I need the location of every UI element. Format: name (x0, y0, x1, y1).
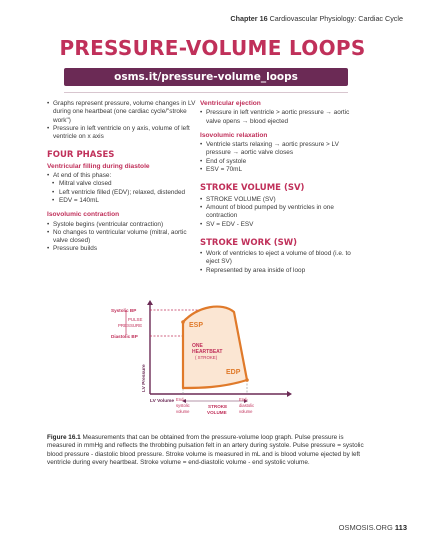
end-diastolic-label: diastolic (239, 403, 255, 408)
systolic-bp-label: Systolic BP (111, 308, 137, 313)
list-item: • Mitral valve closed (47, 180, 197, 188)
isovolumic-relaxation-heading: Isovolumic relaxation (200, 131, 268, 139)
filling-list (47, 172, 197, 180)
footer-site: OSMOSIS.ORG (338, 523, 393, 532)
stroke-volume-label: STROKE (208, 404, 228, 409)
list-item: • ESV = 70mL (200, 166, 358, 174)
caption-text: Measurements that can be obtained from the pressure-volume loop graph. Pulse pressure is measured in mmHg and reflects the throbbing pulsation felt in an artery during systole. Pulse pressure = systolic blood pressure - diastolic blood pressure. Stroke volume is measured in mL and is blood volume ejected by left ventricle during every heartbeat. Stroke volume = end-diastolic volume - end systolic volume. (47, 434, 364, 467)
list-item: • STROKE VOLUME (SV) (200, 196, 358, 204)
list-item: • Left ventricle filled (EDV); relaxed, distended (47, 189, 197, 197)
end-systolic-label: End- (176, 397, 185, 402)
stroke-volume-label: VOLUME (207, 410, 227, 415)
url-banner[interactable] (64, 68, 348, 86)
x-axis-arrow (287, 391, 292, 397)
pulse-pressure-label: PULSE (128, 317, 143, 322)
figure-caption (47, 434, 367, 468)
end-diastolic-label: volume (239, 409, 253, 414)
esp-point (181, 320, 185, 324)
end-diastolic-label: End- (239, 397, 248, 402)
pulse-pressure-label: PRESSURE (118, 323, 143, 328)
list-item: • At end of this phase: (47, 172, 197, 180)
filling-heading: Ventricular filling during diastole (47, 162, 150, 170)
diastolic-bp-label: Diastolic BP (111, 334, 138, 339)
list-item: • EDV = 140mL (47, 197, 197, 205)
list-item: • Work of ventricles to eject a volume of blood (i.e. to eject SV) (200, 250, 358, 267)
esp-label: ESP (189, 322, 204, 329)
list-item: • Graphs represent pressure, volume changes in LV during one heartbeat (one cardiac cycle/"stroke work") (47, 100, 197, 125)
divider (64, 92, 348, 93)
edp-label: EDP (226, 369, 241, 376)
one-heartbeat-label: ( STROKE) (195, 355, 218, 360)
end-systolic-label: systolic (176, 403, 190, 408)
stroke-work-list (200, 250, 358, 275)
stroke-volume-list (200, 196, 358, 229)
one-heartbeat-label: HEARTBEAT (192, 349, 223, 355)
four-phases-heading: FOUR PHASES (47, 150, 115, 161)
url-link[interactable]: osms.it/pressure-volume_loops (114, 71, 298, 83)
edp-point (245, 378, 249, 382)
list-item: • SV = EDV - ESV (200, 221, 358, 229)
right-column (200, 100, 358, 275)
isovolumic-contraction-list (47, 221, 197, 254)
page-number: 113 (394, 523, 407, 532)
list-item: • No changes to ventricular volume (mitral, aortic valve closed) (47, 229, 197, 246)
filling-sub-list (47, 180, 197, 205)
y-axis-arrow (147, 300, 153, 305)
isovolumic-contraction-heading: Isovolumic contraction (47, 211, 120, 219)
figure-label: Figure 16.1 (47, 434, 81, 441)
stroke-work-heading: STROKE WORK (SW) (200, 237, 298, 248)
list-item: • Pressure builds (47, 245, 197, 253)
page-title: PRESSURE-VOLUME LOOPS (59, 36, 366, 60)
list-item: • Ventricle starts relaxing → aortic pressure > LV pressure → aortic valve closes (200, 141, 358, 158)
ejection-heading: Ventricular ejection (200, 100, 261, 107)
list-item: • Systole begins (ventricular contraction) (47, 221, 197, 229)
list-item: • Amount of blood pumped by ventricles in one contraction (200, 204, 358, 221)
one-heartbeat-label: ONE (192, 343, 203, 349)
end-systolic-label: volume (176, 409, 190, 414)
isovolumic-relaxation-list (200, 141, 358, 174)
list-item: • End of systole (200, 158, 358, 166)
chapter-number: Chapter 16 (230, 14, 268, 23)
chapter-header (230, 14, 403, 23)
page-footer (339, 523, 407, 532)
list-item: • Pressure in left ventricle on y axis, volume of left ventricle on x axis (47, 125, 197, 142)
ejection-list (200, 109, 358, 126)
intro-list (47, 100, 197, 141)
y-axis-label: LV Pressure (142, 364, 147, 392)
left-column (47, 100, 197, 254)
list-item: • Pressure in left ventricle > aortic pressure → aortic valve opens → blood ejected (200, 109, 358, 126)
x-axis-label: LV Volume (150, 399, 175, 404)
list-item: • Represented by area inside of loop (200, 267, 358, 275)
stroke-volume-heading: STROKE VOLUME (SV) (200, 183, 305, 194)
pressure-volume-diagram (110, 300, 295, 428)
chapter-title: Cardiovascular Physiology: Cardiac Cycle (269, 14, 403, 23)
